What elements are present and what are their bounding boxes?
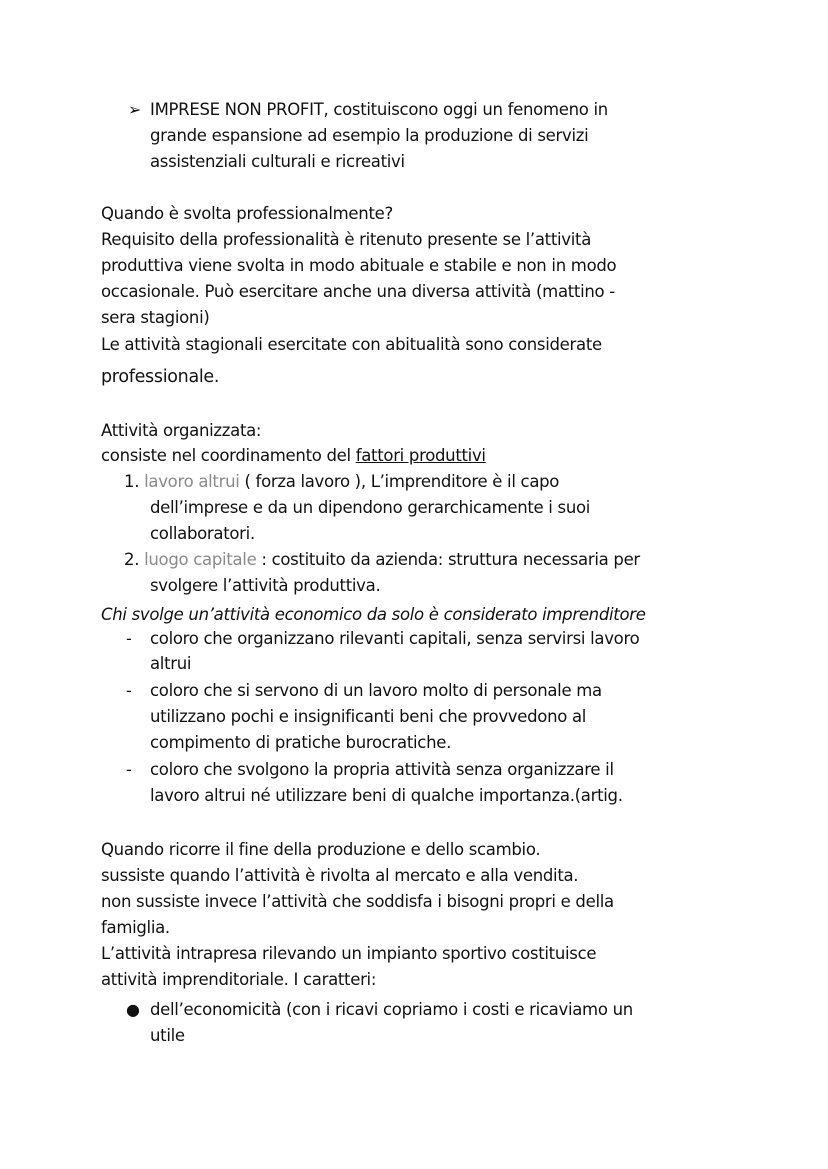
item-text: : costituito da azienda: struttura necessaria per: [256, 550, 640, 569]
item-number: 1.: [124, 472, 140, 491]
text-line: famiglia.: [101, 918, 170, 937]
text-line: dell’economicità (con i ricavi copriamo i costi e ricaviamo un: [150, 1000, 633, 1019]
item-number: 2.: [124, 550, 140, 569]
dot-bullet-icon: ●: [126, 1000, 140, 1019]
dash-bullet-icon: -: [126, 760, 132, 779]
dash-bullet-icon: -: [126, 629, 132, 648]
underlined-term: fattori produttivi: [355, 446, 486, 465]
section-heading: Quando è svolta professionalmente?: [101, 204, 393, 223]
text-line: attività imprenditoriale. I caratteri:: [101, 970, 377, 989]
text-line: coloro che organizzano rilevanti capitali, senza servirsi lavoro: [150, 629, 640, 648]
text-line: non sussiste invece l’attività che soddisfa i bisogni propri e della: [101, 892, 614, 911]
text-line: svolgere l’attività produttiva.: [150, 576, 381, 595]
text-line: occasionale. Può esercitare anche una diversa attività (mattino -: [101, 282, 615, 301]
item-term: luogo capitale: [144, 550, 257, 569]
item-text: ( forza lavoro ), L’imprenditore è il capo: [239, 472, 560, 491]
numbered-item: [124, 549, 640, 571]
intro-text: consiste nel coordinamento del: [101, 446, 356, 465]
text-line: utilizzano pochi e insignificanti beni che provvedono al: [150, 707, 587, 726]
text-line: grande espansione ad esempio la produzione di servizi: [150, 126, 589, 145]
text-line: professionale.: [101, 367, 220, 387]
text-line: sera stagioni): [101, 308, 210, 327]
text-line: produttiva viene svolta in modo abituale e stabile e non in modo: [101, 256, 617, 275]
text-line: compimento di pratiche burocratiche.: [150, 733, 452, 752]
text-line: sussiste quando l’attività è rivolta al mercato e alla vendita.: [101, 866, 579, 885]
text-line: dell’imprese e da un dipendono gerarchicamente i suoi: [150, 498, 591, 517]
item-term: lavoro altrui: [144, 472, 240, 491]
text-line: [101, 445, 486, 467]
text-line: coloro che svolgono la propria attività senza organizzare il: [150, 760, 614, 779]
text-line: utile: [150, 1026, 185, 1045]
note-line: Chi svolge un’attività economico da solo è considerato imprenditore: [101, 605, 646, 624]
text-line: Quando ricorre il fine della produzione e dello scambio.: [101, 840, 541, 859]
text-line: Le attività stagionali esercitate con abitualità sono considerate: [101, 335, 602, 354]
section-heading: Attività organizzata:: [101, 421, 262, 440]
text-line: Requisito della professionalità è ritenuto presente se l’attività: [101, 230, 592, 249]
arrow-bullet-icon: ➢: [128, 100, 142, 119]
text-line: collaboratori.: [150, 524, 255, 543]
numbered-item: [124, 471, 559, 493]
text-line: IMPRESE NON PROFIT, costituiscono oggi un fenomeno in: [150, 100, 608, 119]
text-line: assistenziali culturali e ricreativi: [150, 152, 405, 171]
dash-bullet-icon: -: [126, 681, 132, 700]
text-line: altrui: [150, 654, 192, 673]
text-line: lavoro altrui né utilizzare beni di qualche importanza.(artig.: [150, 786, 623, 805]
text-line: coloro che si servono di un lavoro molto di personale ma: [150, 681, 602, 700]
text-line: L’attività intrapresa rilevando un impianto sportivo costituisce: [101, 944, 597, 963]
